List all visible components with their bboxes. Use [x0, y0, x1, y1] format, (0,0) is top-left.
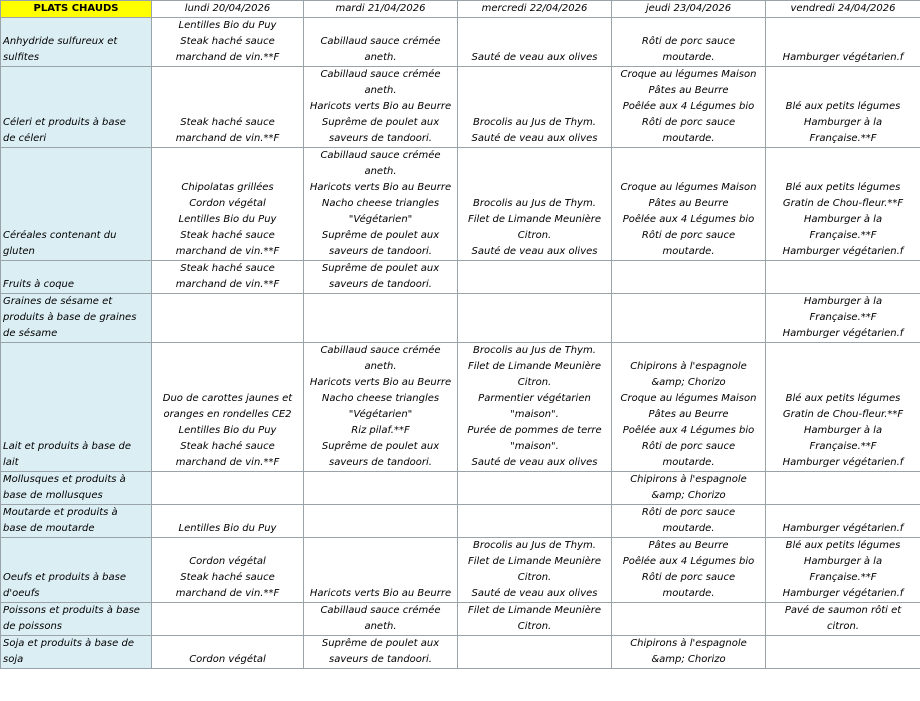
dish-cell — [458, 343, 612, 472]
dish-line: Rôti de porc sauce — [641, 117, 736, 128]
header-row — [1, 1, 920, 18]
dish-line: oranges en rondelles CE2 — [163, 409, 292, 420]
dish-line: saveurs de tandoori. — [329, 279, 432, 290]
header-corner: PLATS CHAUDS — [1, 1, 152, 18]
dish-line: &amp; Chorizo — [651, 490, 726, 501]
table-row — [1, 636, 920, 669]
dish-cell — [304, 603, 458, 636]
dish-line: Suprême de poulet aux — [321, 638, 440, 649]
dish-line: marchand de vin.**F — [175, 279, 280, 290]
allergen-category — [1, 538, 152, 603]
dish-cell — [612, 472, 766, 505]
allergen-category — [1, 261, 152, 294]
dish-line: Citron. — [517, 621, 552, 632]
dish-cell — [612, 294, 766, 343]
table-row — [1, 18, 920, 67]
dish-line: Hamburger à la — [803, 296, 883, 307]
dish-cell — [612, 603, 766, 636]
allergen-category — [1, 603, 152, 636]
dish-cell — [304, 261, 458, 294]
dish-cell — [152, 261, 304, 294]
dish-line: &amp; Chorizo — [651, 377, 726, 388]
dish-line: "Végétarien" — [348, 409, 413, 420]
dish-line: Parmentier végétarien — [478, 393, 591, 404]
dish-cell — [766, 148, 920, 261]
category-line: soja — [3, 654, 24, 665]
dish-line: Chipolatas grillées — [181, 182, 274, 193]
dish-cell — [612, 343, 766, 472]
dish-line: Brocolis au Jus de Thym. — [473, 540, 596, 551]
dish-cell — [612, 67, 766, 148]
dish-cell — [766, 18, 920, 67]
dish-line: Sauté de veau aux olives — [471, 246, 598, 257]
dish-cell — [304, 472, 458, 505]
dish-cell — [304, 343, 458, 472]
category-line: de poissons — [3, 621, 63, 632]
dish-cell — [612, 18, 766, 67]
dish-line: Filet de Limande Meunière — [467, 214, 602, 225]
dish-line: Suprême de poulet aux — [321, 117, 440, 128]
dish-line: Hamburger végétarien.f — [782, 328, 904, 339]
category-line: Lait et produits à base de — [3, 441, 132, 452]
dish-line: Sauté de veau aux olives — [471, 457, 598, 468]
dish-line: saveurs de tandoori. — [329, 457, 432, 468]
table-row — [1, 538, 920, 603]
dish-line: Haricots verts Bio au Beurre — [309, 588, 452, 599]
dish-line: Cabillaud sauce crémée — [320, 36, 441, 47]
day-header: lundi 20/04/2026 — [152, 1, 304, 18]
dish-line: Filet de Limande Meunière — [467, 556, 602, 567]
dish-line: Brocolis au Jus de Thym. — [473, 117, 596, 128]
menu-body — [1, 18, 920, 669]
dish-cell — [152, 603, 304, 636]
dish-line: saveurs de tandoori. — [329, 133, 432, 144]
category-line: base de mollusques — [3, 490, 103, 501]
category-line: Céréales contenant du — [3, 230, 117, 241]
dish-line: Brocolis au Jus de Thym. — [473, 345, 596, 356]
dish-cell — [766, 636, 920, 669]
dish-cell — [458, 603, 612, 636]
dish-line: Sauté de veau aux olives — [471, 133, 598, 144]
dish-cell — [458, 472, 612, 505]
dish-line: Gratin de Chou-fleur.**F — [782, 409, 904, 420]
dish-line: Cordon végétal — [189, 198, 266, 209]
dish-line: Hamburger végétarien.f — [782, 523, 904, 534]
allergen-category — [1, 18, 152, 67]
day-header: jeudi 23/04/2026 — [612, 1, 766, 18]
dish-cell — [766, 472, 920, 505]
category-line: de sésame — [3, 328, 58, 339]
category-line: sulfites — [3, 52, 40, 63]
allergen-category — [1, 294, 152, 343]
dish-line: Lentilles Bio du Puy — [178, 425, 277, 436]
dish-line: Hamburger à la — [803, 214, 883, 225]
dish-line: Française.**F — [809, 133, 877, 144]
dish-line: Hamburger végétarien.f — [782, 588, 904, 599]
category-line: lait — [3, 457, 19, 468]
dish-line: Poêlée aux 4 Légumes bio — [622, 425, 755, 436]
dish-line: Croque au légumes Maison — [620, 393, 757, 404]
dish-line: Nacho cheese triangles — [321, 198, 440, 209]
dish-cell — [612, 261, 766, 294]
dish-line: Pâtes au Beurre — [648, 409, 729, 420]
category-line: Céleri et produits à base — [3, 117, 126, 128]
dish-cell — [458, 538, 612, 603]
dish-line: Blé aux petits légumes — [785, 393, 901, 404]
dish-line: moutarde. — [662, 523, 715, 534]
dish-line: Duo de carottes jaunes et — [162, 393, 293, 404]
dish-cell — [766, 343, 920, 472]
dish-line: Sauté de veau aux olives — [471, 52, 598, 63]
allergen-category — [1, 343, 152, 472]
dish-line: moutarde. — [662, 133, 715, 144]
dish-cell — [304, 148, 458, 261]
dish-cell — [766, 538, 920, 603]
dish-cell — [458, 67, 612, 148]
category-line: Oeufs et produits à base — [3, 572, 127, 583]
dish-line: Rôti de porc sauce — [641, 572, 736, 583]
dish-line: aneth. — [364, 85, 397, 96]
dish-line: Cordon végétal — [189, 556, 266, 567]
dish-line: Lentilles Bio du Puy — [178, 523, 277, 534]
dish-line: aneth. — [364, 166, 397, 177]
dish-line: Cordon végétal — [189, 654, 266, 665]
category-line: gluten — [3, 246, 35, 257]
dish-cell — [458, 261, 612, 294]
dish-cell — [766, 603, 920, 636]
dish-cell — [304, 636, 458, 669]
dish-cell — [304, 67, 458, 148]
dish-cell — [304, 18, 458, 67]
dish-line: Rôti de porc sauce — [641, 507, 736, 518]
dish-line: Chipirons à l'espagnole — [630, 474, 747, 485]
dish-line: Filet de Limande Meunière — [467, 605, 602, 616]
dish-line: Suprême de poulet aux — [321, 263, 440, 274]
allergen-category — [1, 505, 152, 538]
dish-line: Haricots verts Bio au Beurre — [309, 182, 452, 193]
dish-line: Haricots verts Bio au Beurre — [309, 377, 452, 388]
dish-line: &amp; Chorizo — [651, 654, 726, 665]
table-row — [1, 67, 920, 148]
dish-line: Blé aux petits légumes — [785, 182, 901, 193]
dish-line: moutarde. — [662, 246, 715, 257]
dish-line: moutarde. — [662, 588, 715, 599]
dish-line: Haricots verts Bio au Beurre — [309, 101, 452, 112]
dish-line: Sauté de veau aux olives — [471, 588, 598, 599]
dish-line: Suprême de poulet aux — [321, 441, 440, 452]
dish-line: Riz pilaf.**F — [351, 425, 410, 436]
dish-cell — [766, 261, 920, 294]
allergen-category — [1, 472, 152, 505]
dish-line: Française.**F — [809, 312, 877, 323]
category-line: Graines de sésame et — [3, 296, 113, 307]
dish-cell — [152, 294, 304, 343]
category-line: Poissons et produits à base — [3, 605, 140, 616]
dish-cell — [458, 18, 612, 67]
dish-line: aneth. — [364, 621, 397, 632]
dish-line: Chipirons à l'espagnole — [630, 361, 747, 372]
dish-cell — [304, 538, 458, 603]
dish-line: Purée de pommes de terre — [467, 425, 602, 436]
dish-cell — [612, 538, 766, 603]
dish-line: citron. — [827, 621, 859, 632]
dish-line: Hamburger à la — [803, 556, 883, 567]
table-row — [1, 343, 920, 472]
dish-line: Cabillaud sauce crémée — [320, 69, 441, 80]
dish-line: Lentilles Bio du Puy — [178, 20, 277, 31]
dish-line: Française.**F — [809, 441, 877, 452]
day-header: vendredi 24/04/2026 — [766, 1, 920, 18]
day-header: mercredi 22/04/2026 — [458, 1, 612, 18]
dish-line: saveurs de tandoori. — [329, 246, 432, 257]
dish-line: Chipirons à l'espagnole — [630, 638, 747, 649]
dish-line: Hamburger végétarien.f — [782, 52, 904, 63]
dish-cell — [152, 67, 304, 148]
table-row — [1, 148, 920, 261]
dish-cell — [152, 636, 304, 669]
category-line: Anhydride sulfureux et — [3, 36, 118, 47]
dish-line: Cabillaud sauce crémée — [320, 605, 441, 616]
dish-cell — [304, 294, 458, 343]
dish-line: Blé aux petits légumes — [785, 540, 901, 551]
dish-cell — [458, 148, 612, 261]
dish-line: Rôti de porc sauce — [641, 36, 736, 47]
dish-cell — [458, 505, 612, 538]
dish-line: Poêlée aux 4 Légumes bio — [622, 214, 755, 225]
dish-line: Cabillaud sauce crémée — [320, 345, 441, 356]
dish-line: Hamburger à la — [803, 425, 883, 436]
dish-line: Steak haché sauce — [180, 441, 275, 452]
dish-line: moutarde. — [662, 52, 715, 63]
dish-line: Citron. — [517, 572, 552, 583]
dish-cell — [766, 294, 920, 343]
dish-line: saveurs de tandoori. — [329, 654, 432, 665]
category-line: base de moutarde — [3, 523, 95, 534]
dish-line: Croque au légumes Maison — [620, 182, 757, 193]
dish-line: marchand de vin.**F — [175, 133, 280, 144]
dish-line: Steak haché sauce — [180, 36, 275, 47]
dish-line: Cabillaud sauce crémée — [320, 150, 441, 161]
dish-line: Poêlée aux 4 Légumes bio — [622, 101, 755, 112]
table-row — [1, 603, 920, 636]
dish-line: marchand de vin.**F — [175, 52, 280, 63]
allergen-category — [1, 67, 152, 148]
dish-line: Steak haché sauce — [180, 230, 275, 241]
dish-line: Pavé de saumon rôti et — [784, 605, 902, 616]
dish-line: Pâtes au Beurre — [648, 540, 729, 551]
dish-line: Steak haché sauce — [180, 263, 275, 274]
dish-line: Hamburger à la — [803, 117, 883, 128]
dish-line: Pâtes au Beurre — [648, 198, 729, 209]
dish-cell — [766, 67, 920, 148]
dish-line: Hamburger végétarien.f — [782, 457, 904, 468]
day-header: mardi 21/04/2026 — [304, 1, 458, 18]
dish-line: Steak haché sauce — [180, 117, 275, 128]
dish-cell — [152, 148, 304, 261]
dish-line: Filet de Limande Meunière — [467, 361, 602, 372]
dish-cell — [152, 505, 304, 538]
dish-cell — [612, 148, 766, 261]
dish-line: aneth. — [364, 52, 397, 63]
dish-line: Nacho cheese triangles — [321, 393, 440, 404]
dish-line: "Végétarien" — [348, 214, 413, 225]
dish-line: Lentilles Bio du Puy — [178, 214, 277, 225]
dish-cell — [152, 18, 304, 67]
dish-line: marchand de vin.**F — [175, 246, 280, 257]
dish-line: Citron. — [517, 377, 552, 388]
category-line: produits à base de graines — [3, 312, 137, 323]
dish-line: moutarde. — [662, 457, 715, 468]
dish-line: Française.**F — [809, 572, 877, 583]
dish-cell — [458, 636, 612, 669]
category-line: Fruits à coque — [3, 279, 75, 290]
dish-line: Rôti de porc sauce — [641, 441, 736, 452]
category-line: d'oeufs — [3, 588, 40, 599]
dish-line: Steak haché sauce — [180, 572, 275, 583]
dish-cell — [304, 505, 458, 538]
dish-line: Poêlée aux 4 Légumes bio — [622, 556, 755, 567]
category-line: Soja et produits à base de — [3, 638, 134, 649]
allergen-category — [1, 636, 152, 669]
dish-line: aneth. — [364, 361, 397, 372]
dish-line: marchand de vin.**F — [175, 457, 280, 468]
dish-cell — [766, 505, 920, 538]
dish-cell — [152, 343, 304, 472]
dish-line: Rôti de porc sauce — [641, 230, 736, 241]
dish-line: Hamburger végétarien.f — [782, 246, 904, 257]
category-line: de céleri — [3, 133, 47, 144]
table-row — [1, 294, 920, 343]
table-row — [1, 261, 920, 294]
dish-line: Suprême de poulet aux — [321, 230, 440, 241]
table-row — [1, 472, 920, 505]
allergen-category — [1, 148, 152, 261]
dish-line: "maison". — [510, 441, 559, 452]
dish-line: Brocolis au Jus de Thym. — [473, 198, 596, 209]
dish-cell — [152, 472, 304, 505]
dish-cell — [612, 505, 766, 538]
dish-line: "maison". — [510, 409, 559, 420]
category-line: Mollusques et produits à — [3, 474, 126, 485]
dish-cell — [152, 538, 304, 603]
dish-line: Pâtes au Beurre — [648, 85, 729, 96]
dish-line: Croque au légumes Maison — [620, 69, 757, 80]
dish-line: Citron. — [517, 230, 552, 241]
table-row — [1, 505, 920, 538]
dish-line: Gratin de Chou-fleur.**F — [782, 198, 904, 209]
dish-cell — [612, 636, 766, 669]
dish-line: Blé aux petits légumes — [785, 101, 901, 112]
category-line: Moutarde et produits à — [3, 507, 118, 518]
dish-line: Française.**F — [809, 230, 877, 241]
dish-cell — [458, 294, 612, 343]
dish-line: marchand de vin.**F — [175, 588, 280, 599]
